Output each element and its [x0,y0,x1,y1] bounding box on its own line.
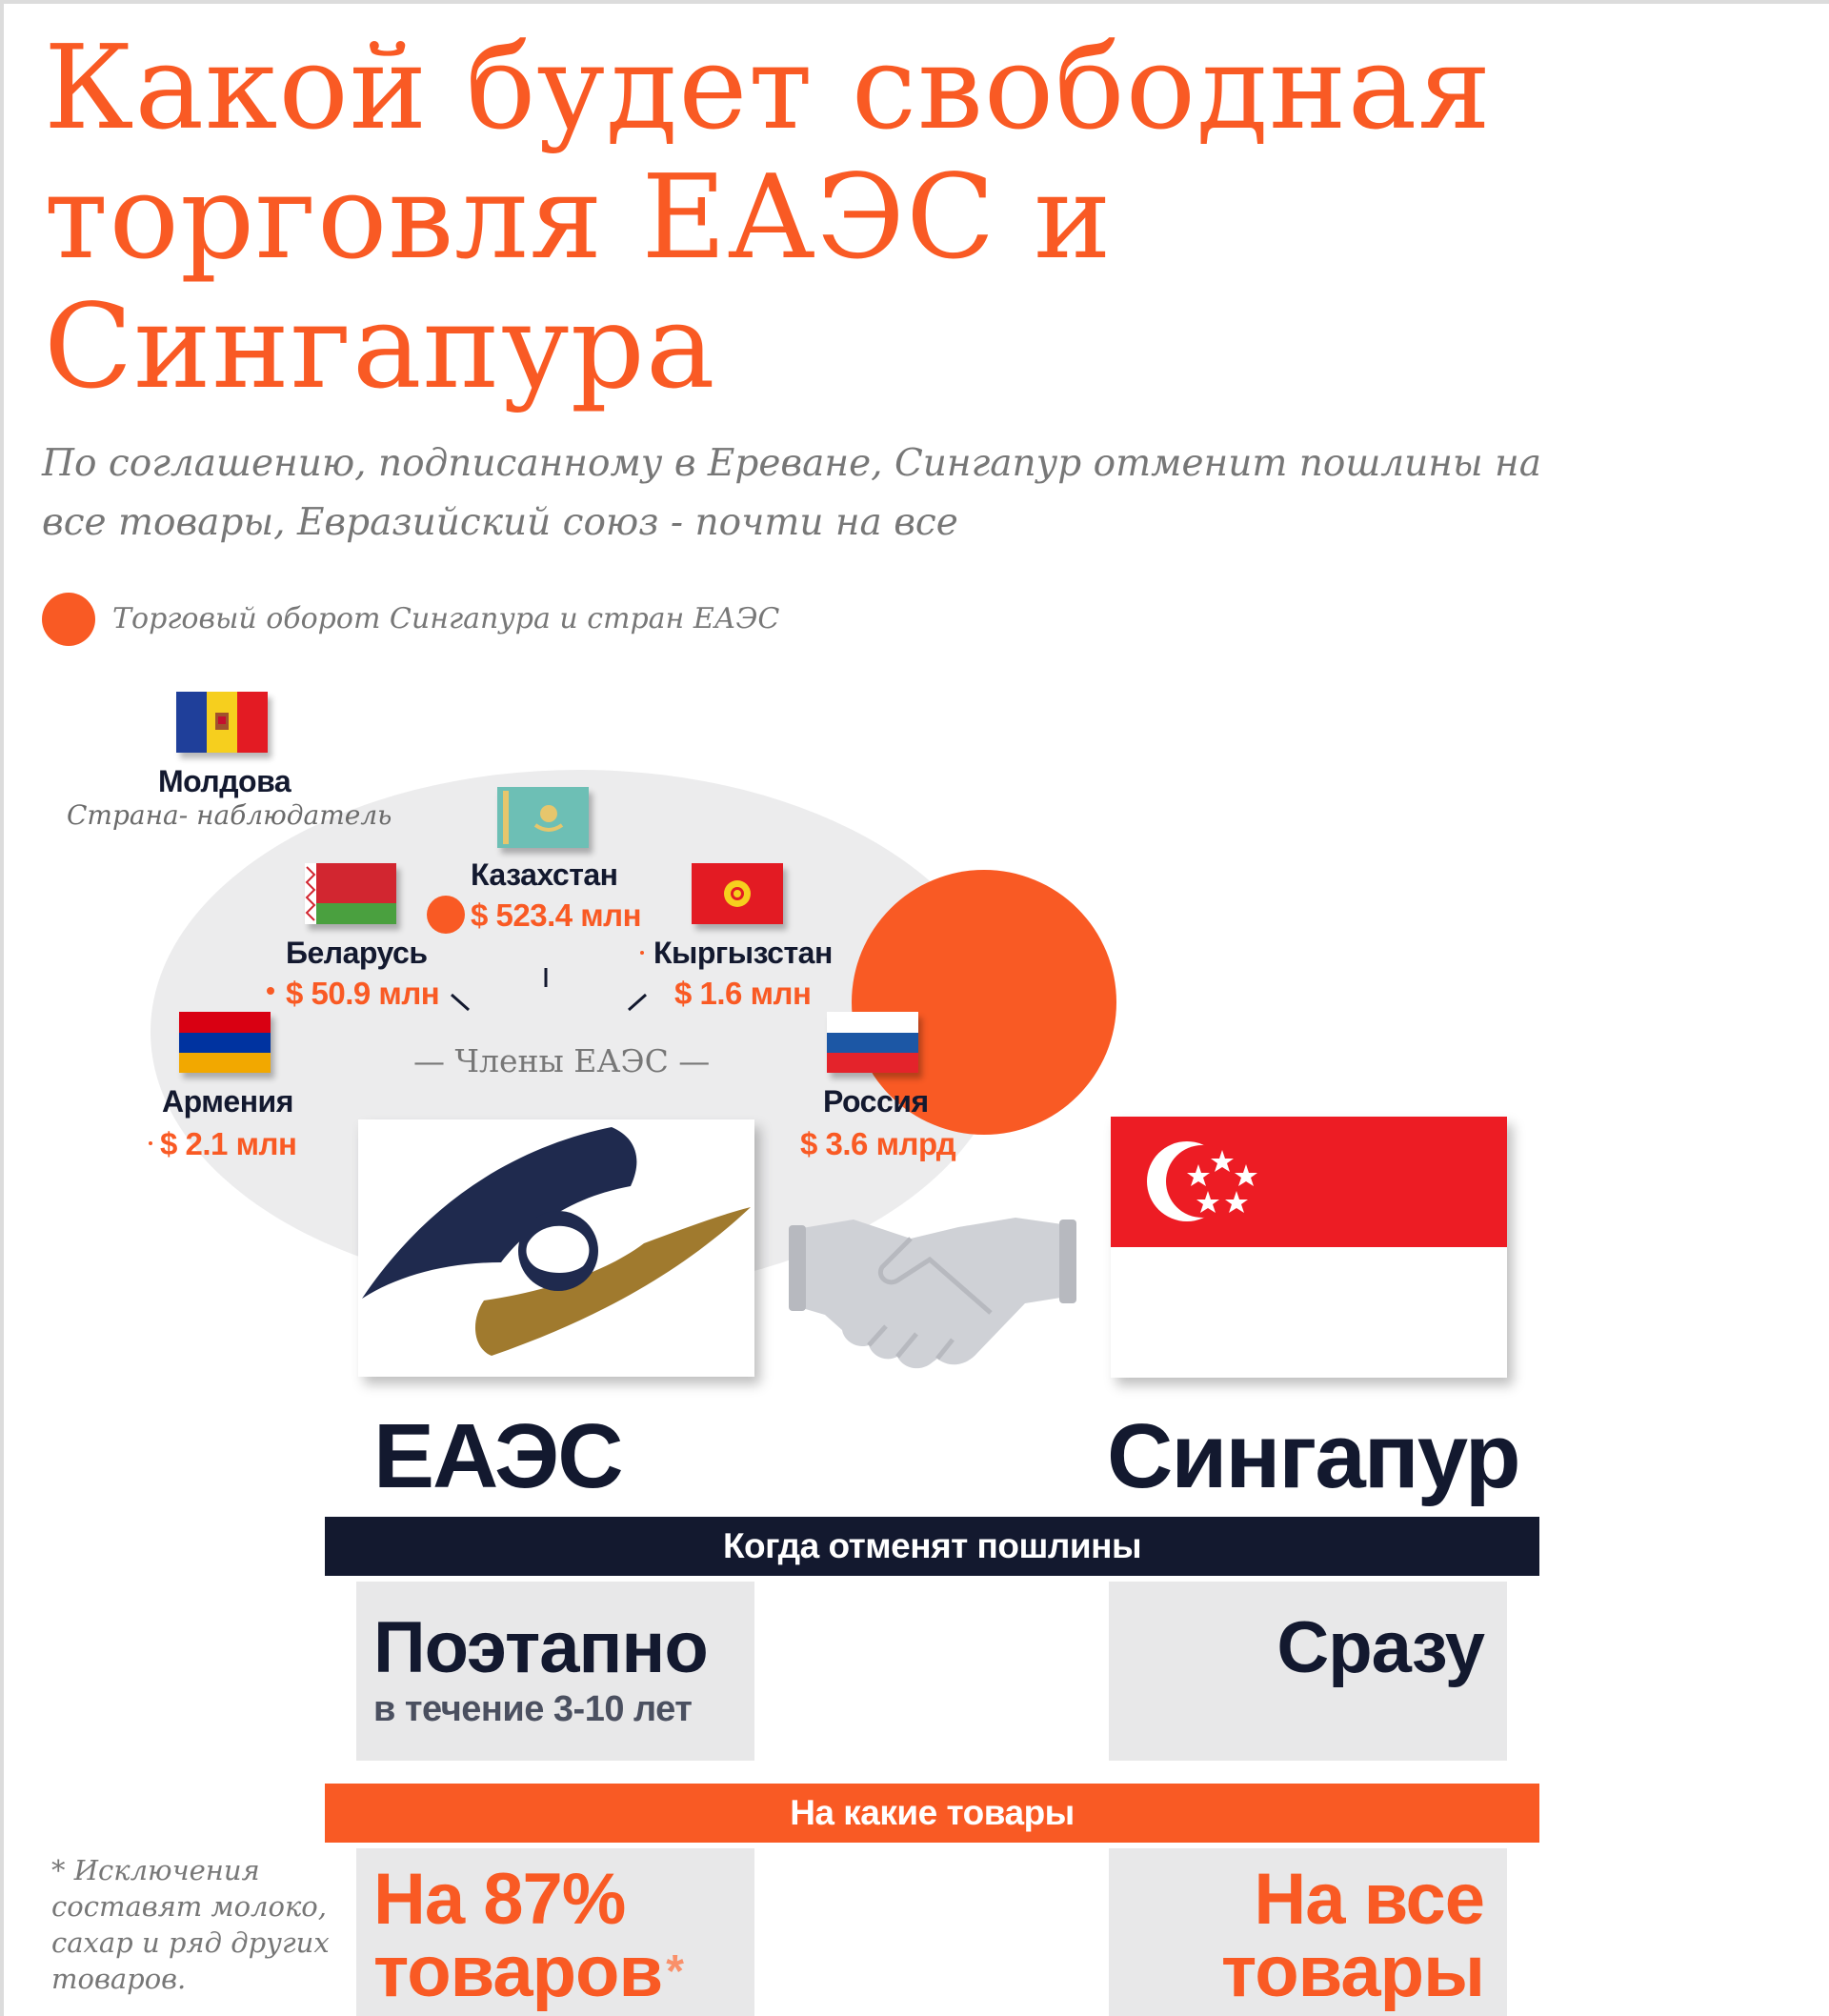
singapore-flag-icon [1111,1117,1507,1378]
legend-marker [42,593,95,646]
armenia-turnover-dot [149,1141,152,1145]
belarus-turnover-dot [267,987,274,995]
member-tick-marks [448,962,657,1038]
page-title: Какой будет свободная торговля ЕАЭС и Сингапура [44,20,1493,414]
kazakhstan-value: $ 523.4 млн [471,897,642,933]
observer-note: Страна- наблюдатель [67,799,392,831]
russia-value: $ 3.6 млрд [800,1126,956,1161]
singapore-what-line2: товары [1221,1931,1484,2012]
kyrgyzstan-flag-icon [692,863,783,924]
singapore-label: Сингапур [1107,1405,1519,1507]
belarus-value: $ 50.9 млн [286,976,440,1011]
armenia-flag-icon [179,1012,271,1073]
eaeu-when-sub: в течение 3-10 лет [373,1689,693,1729]
eaeu-what-line2-text: товаров [373,1931,663,2012]
eaeu-when-main: Поэтапно [373,1607,708,1688]
singapore-when-main: Сразу [1276,1607,1484,1688]
singapore-what-line1: На все [1254,1859,1484,1940]
moldova-name: Молдова [158,764,291,798]
legend-label: Торговый оборот Сингапура и стран ЕАЭС [112,602,780,635]
members-label: — Члены ЕАЭС — [413,1042,711,1079]
footnote: * Исключения составят молоко, сахар и ряд других товаров. [51,1854,330,1995]
eaeu-label: ЕАЭС [373,1405,622,1507]
armenia-value: $ 2.1 млн [160,1126,297,1161]
what-header: На какие товары [325,1784,1539,1843]
moldova-flag-icon [176,692,268,753]
footnote-asterisk: * [666,1946,683,1997]
left-border [0,0,4,2016]
top-border [0,0,1829,4]
eaeu-what-line2 [373,1931,683,2012]
kyrgyzstan-value: $ 1.6 млн [674,976,812,1011]
when-header: Когда отменят пошлины [325,1517,1539,1576]
kazakhstan-name: Казахстан [471,857,618,892]
handshake-icon [787,1200,1078,1372]
eaeu-what-line1: На 87% [373,1859,626,1940]
belarus-name: Беларусь [286,936,428,970]
belarus-flag-icon [305,863,396,924]
armenia-name: Армения [162,1084,293,1119]
kyrgyzstan-turnover-dot [640,951,644,955]
kazakhstan-turnover-dot [427,896,465,934]
eaeu-logo [358,1119,754,1377]
russia-flag-icon [827,1012,918,1073]
russia-name: Россия [823,1084,929,1119]
page-subtitle: По соглашению, подписанному в Ереване, Сингапур отменит пошлины на все товары, Евразийский союз - почти на все [42,442,1541,544]
kazakhstan-flag-icon [497,787,589,848]
kyrgyzstan-name: Кыргызстан [653,936,833,970]
